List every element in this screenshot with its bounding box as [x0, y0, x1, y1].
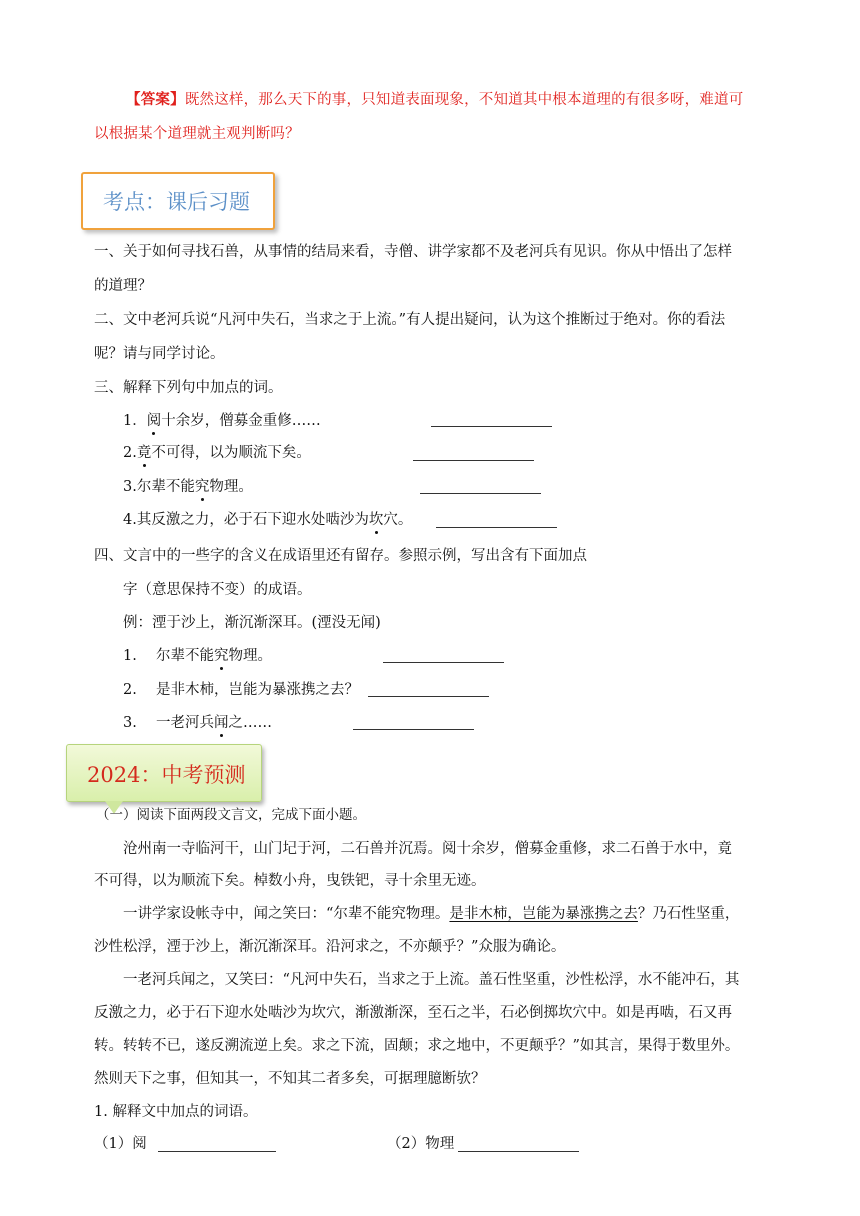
- answer-blank[interactable]: [431, 426, 552, 427]
- sub-question-1-title: 1. 解释文中加点的词语。: [94, 1104, 258, 1120]
- question-4-line-2: 字（意思保持不变）的成语。: [123, 582, 312, 598]
- sub-question-1-a: （1）阅: [94, 1136, 147, 1152]
- question-4-item-2: 2. 是非木柿，岂能为暴涨携之去？: [123, 682, 359, 698]
- section-heading-kaodian-text: 考点：课后习题: [103, 190, 250, 214]
- question-4-line-1: 四、文言中的一些字的含义在成语里还有留存。参照示例，写出含有下面加点: [94, 548, 587, 564]
- section-heading-kaodian: [81, 172, 275, 230]
- question-1-line-2: 的道理？: [94, 278, 152, 294]
- answer-blank[interactable]: [413, 460, 534, 461]
- dotted-char: 究: [214, 648, 229, 664]
- question-2-line-2: 呢？请与同学讨论。: [94, 346, 225, 362]
- underlined-sentence: 是非木柿，岂能为暴涨携之去: [449, 906, 638, 922]
- question-3-item-1: 1．阅十余岁，僧募金重修……: [123, 413, 321, 429]
- passage-intro: （一）阅读下面两段文言文，完成下面小题。: [96, 807, 366, 823]
- answer-line-1: [126, 93, 743, 108]
- question-3-item-4: 4.其反激之力，必于石下迎水处啮沙为坎穴。: [123, 512, 413, 528]
- answer-blank[interactable]: [383, 662, 504, 663]
- passage-p1-line-2: 不可得，以为顺流下矣。棹数小舟，曳铁钯，寻十余里无迹。: [94, 873, 486, 889]
- dotted-char: 阅: [146, 413, 162, 429]
- answer-blank[interactable]: [368, 696, 489, 697]
- question-4-item-3: 3. 一老河兵闻之……: [123, 715, 272, 731]
- passage-p3-line-2: 反激之力，必于石下迎水处啮沙为坎穴，渐激渐深，至石之半，石必倒掷坎穴中。如是再啮，石又再: [94, 1005, 732, 1021]
- question-3-title: 三、解释下列句中加点的词。: [94, 380, 283, 396]
- dotted-char: 究: [194, 479, 210, 495]
- question-1-line-1: 一、关于如何寻找石兽，从事情的结局来看，寺僧、讲学家都不及老河兵有见识。你从中悟出了怎样: [94, 244, 732, 260]
- passage-p1-line-1: 沧州南一寺临河干，山门圮于河，二石兽并沉焉。阅十余岁，僧募金重修，求二石兽于水中，竟: [123, 841, 732, 857]
- answer-blank[interactable]: [353, 729, 474, 730]
- answer-label: 【答案】: [126, 91, 185, 108]
- answer-text-1: 既然这样，那么天下的事，只知道表面现象，不知道其中根本道理的有很多呀，难道可: [184, 92, 744, 108]
- answer-blank[interactable]: [420, 493, 541, 494]
- answer-blank[interactable]: [436, 527, 557, 528]
- passage-p3-line-1: 一老河兵闻之，又笑曰：“凡河中失石，当求之于上流。盖石性坚重，沙性松浮，水不能冲石，其: [123, 972, 740, 988]
- question-2-line-1: 二、文中老河兵说“凡河中失石，当求之于上流。”有人提出疑问，认为这个推断过于绝对。你的看法: [94, 312, 726, 328]
- question-3-item-3: 3.尔辈不能究物理。: [123, 479, 253, 495]
- passage-p3-line-3: 转。转转不已，遂反溯流逆上矣。求之下流，固颠；求之地中，不更颠乎？”如其言，果得于数里外。: [94, 1038, 740, 1054]
- section-heading-prediction: [66, 744, 262, 802]
- passage-p3-line-4: 然则天下之事，但知其一，不知其二者多矣，可据理臆断欤？: [94, 1071, 486, 1087]
- sub-question-1-b: （2）物理: [387, 1136, 455, 1152]
- dotted-char: 竟: [136, 445, 152, 461]
- question-4-item-1: 1. 尔辈不能究物理。: [123, 648, 272, 664]
- answer-blank[interactable]: [458, 1151, 579, 1152]
- passage-p2-line-1: 一讲学家设帐寺中，闻之笑曰：“尔辈不能究物理。是非木柿，岂能为暴涨携之去？乃石性坚重，: [123, 906, 740, 922]
- dotted-char: 闻: [214, 715, 229, 731]
- section-heading-prediction-text: 2024：中考预测: [87, 763, 246, 787]
- question-3-item-2: 2.竟不可得，以为顺流下矣。: [123, 445, 311, 461]
- passage-p2-line-2: 沙性松浮，湮于沙上，渐沉渐深耳。沿河求之，不亦颠乎？”众服为确论。: [94, 939, 566, 955]
- question-4-example: 例：湮于沙上，渐沉渐深耳。(湮没无闻): [123, 615, 381, 631]
- dotted-char: 坎: [368, 512, 384, 528]
- answer-blank[interactable]: [158, 1151, 276, 1152]
- answer-line-2: 以根据某个道理就主观判断吗？: [94, 126, 300, 142]
